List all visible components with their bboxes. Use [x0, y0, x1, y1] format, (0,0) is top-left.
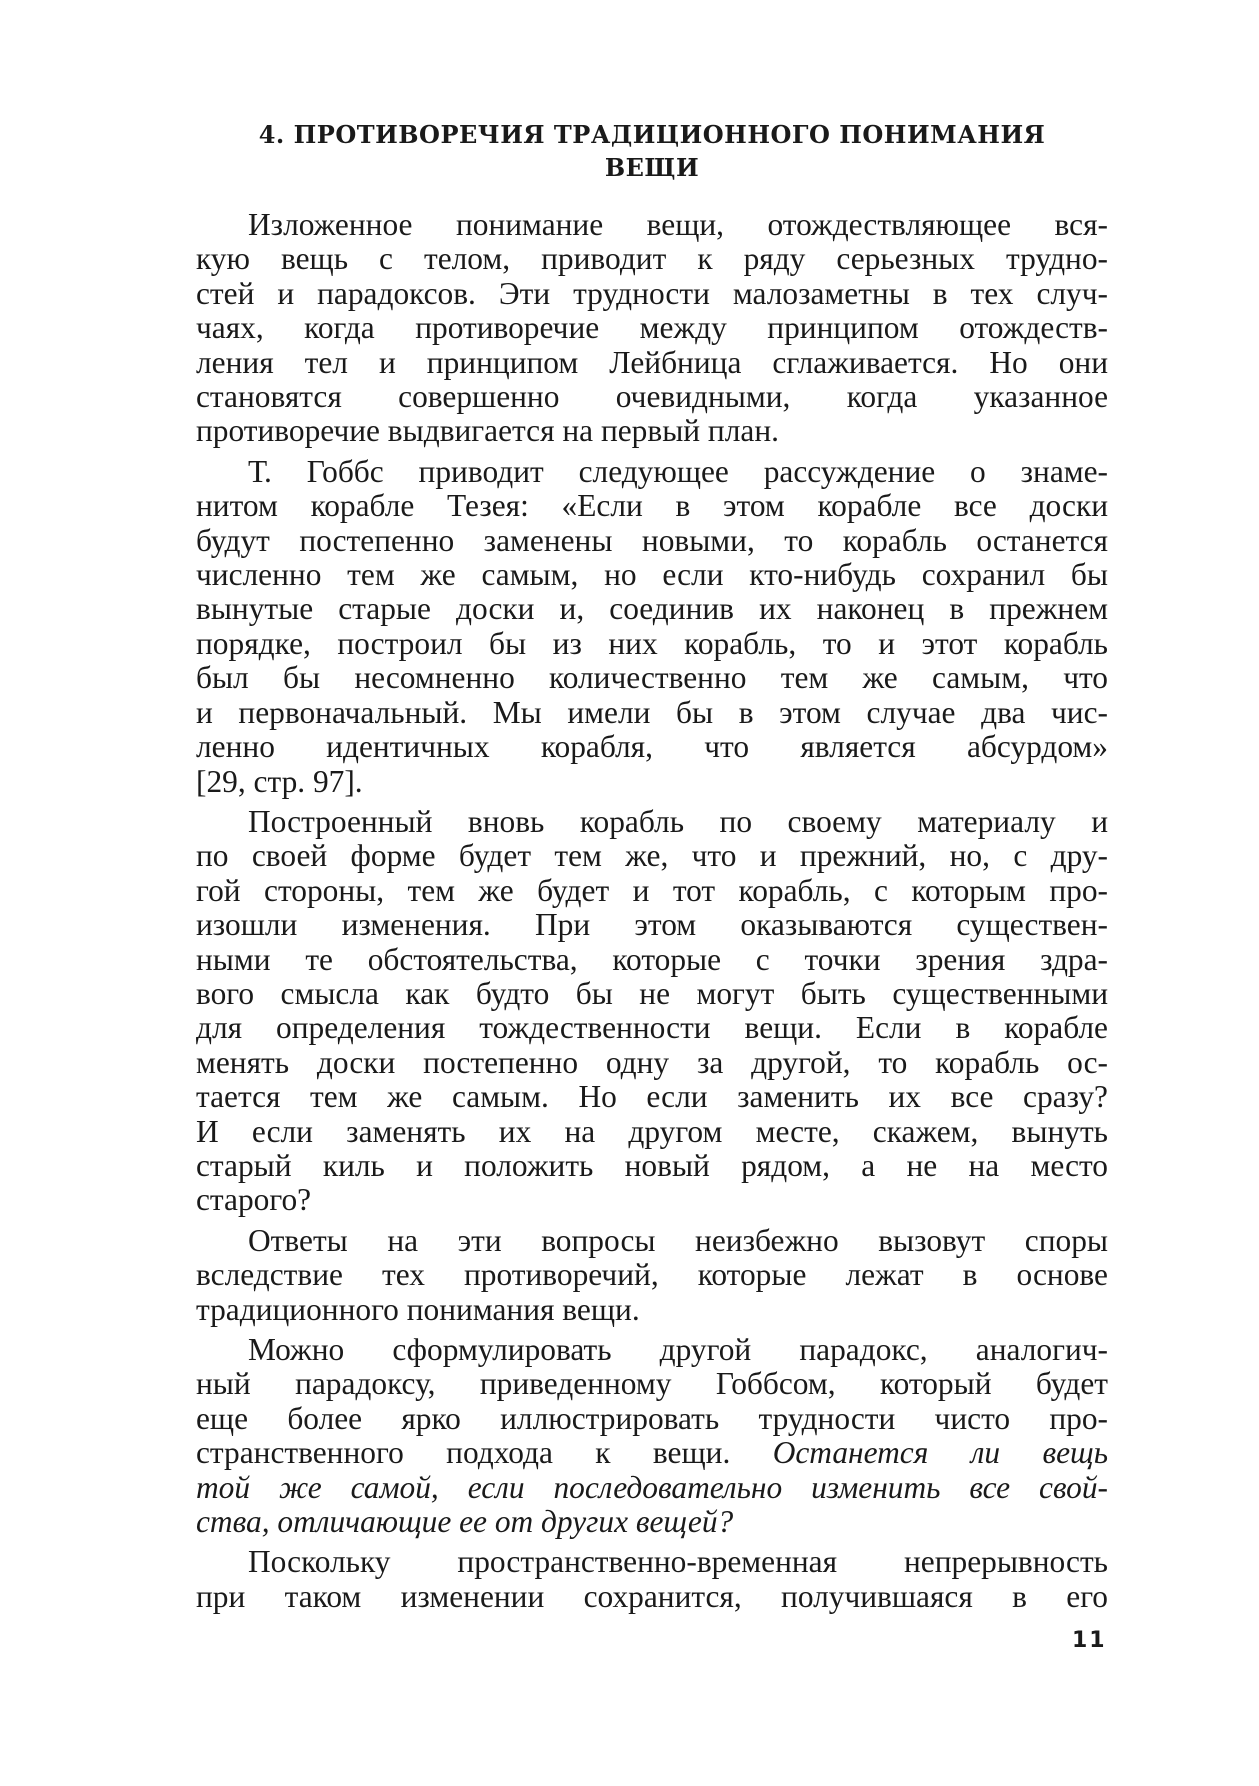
text-line: Поскольку пространственно-временная непрерывность: [248, 1544, 1108, 1580]
italic-text: ства, отличающие ее от других вещей?: [196, 1504, 734, 1540]
text-line: Можно сформулировать другой парадокс, аналогич-: [248, 1332, 1108, 1367]
text-line: Построенный вновь корабль по своему материалу и: [248, 803, 1108, 839]
paragraph-2: [196, 455, 1108, 799]
text-line: Изложенное понимание вещи, отождествляющее вся-: [248, 207, 1108, 242]
italic-line: [196, 1505, 1108, 1539]
italic-line: [196, 1471, 1108, 1505]
text-line: [29, стр. 97].: [196, 763, 363, 799]
text-line: по своей форме будет тем же, что и прежний, но, с дру-: [196, 838, 1108, 874]
section-heading: [196, 118, 1108, 184]
paragraph-6: [196, 1545, 1108, 1614]
text-line: кую вещь с телом, приводит к ряду серьезных трудно-: [196, 241, 1108, 277]
text-line: ленно идентичных корабля, что является абсурдом»: [196, 729, 1108, 765]
text-line: стей и парадоксов. Эти трудности малозаметны в тех случ-: [196, 275, 1108, 311]
text-fragment: странственного подхода к вещи.: [196, 1435, 731, 1471]
text-line: противоречие выдвигается на первый план.: [196, 413, 779, 449]
text-line: Ответы на эти вопросы неизбежно вызовут споры: [248, 1222, 1108, 1258]
text-line: менять доски постепенно одну за другой, то корабль ос-: [196, 1044, 1108, 1080]
text-line: ный парадоксу, приведенному Гоббсом, который будет: [196, 1366, 1108, 1402]
paragraph-4: [196, 1224, 1108, 1327]
text-line: старого?: [196, 1182, 312, 1218]
page-body: [196, 118, 1108, 1620]
text-line: еще более ярко иллюстрировать трудности чисто про-: [196, 1400, 1108, 1436]
text-line: будут постепенно заменены новыми, то корабль останется: [196, 522, 1108, 558]
text-line: И если заменять их на другом месте, скажем, вынуть: [196, 1113, 1108, 1149]
text-line: становятся совершенно очевидными, когда указанное: [196, 379, 1108, 415]
text-line: старый киль и положить новый рядом, а не на место: [196, 1147, 1108, 1183]
italic-fragment: Останется ли вещь: [772, 1435, 1108, 1471]
text-line: порядке, построил бы из них корабль, то и этот корабль: [196, 625, 1108, 661]
text-line: чаях, когда противоречие между принципом отождеств-: [196, 310, 1108, 346]
paragraph-1: [196, 208, 1108, 449]
text-line: тается тем же самым. Но если заменить их все сразу?: [196, 1079, 1108, 1115]
text-line: был бы несомненно количественно тем же самым, что: [196, 660, 1108, 696]
text-line: и первоначальный. Мы имели бы в этом случае два чис-: [196, 694, 1108, 730]
text-line: изошли изменения. При этом оказываются существен-: [196, 907, 1108, 943]
text-line: традиционного понимания вещи.: [196, 1291, 640, 1327]
text-line: вого смысла как будто бы не могут быть существенными: [196, 975, 1108, 1011]
text-line: вынутые старые доски и, соединив их наконец в прежнем: [196, 591, 1108, 627]
text-line: Т. Гоббс приводит следующее рассуждение о знаме-: [248, 453, 1108, 489]
text-line: ными те обстоятельства, которые с точки зрения здра-: [196, 941, 1108, 977]
heading-line-1: 4. ПРОТИВОРЕЧИЯ ТРАДИЦИОННОГО ПОНИМАНИЯ: [258, 120, 1046, 149]
text-line-mixed: [196, 1436, 1108, 1470]
paragraph-5: [196, 1333, 1108, 1539]
paragraph-3: [196, 805, 1108, 1218]
text-line: для определения тождественности вещи. Если в корабле: [196, 1010, 1108, 1046]
italic-text: той же самой, если последовательно изменить все свой-: [196, 1469, 1108, 1505]
text-line: гой стороны, тем же будет и тот корабль, с которым про-: [196, 872, 1108, 908]
text-line: вследствие тех противоречий, которые лежат в основе: [196, 1257, 1108, 1293]
page-number: 11: [1072, 1628, 1107, 1653]
body-text: [196, 208, 1108, 1614]
heading-line-2: ВЕЩИ: [604, 153, 700, 182]
text-line: ления тел и принципом Лейбница сглаживается. Но они: [196, 344, 1108, 380]
text-line: нитом корабле Тезея: «Если в этом корабле все доски: [196, 488, 1108, 524]
text-line: при таком изменении сохранится, получившаяся в его: [196, 1578, 1108, 1614]
text-line: численно тем же самым, но если кто-нибудь сохранил бы: [196, 557, 1108, 593]
